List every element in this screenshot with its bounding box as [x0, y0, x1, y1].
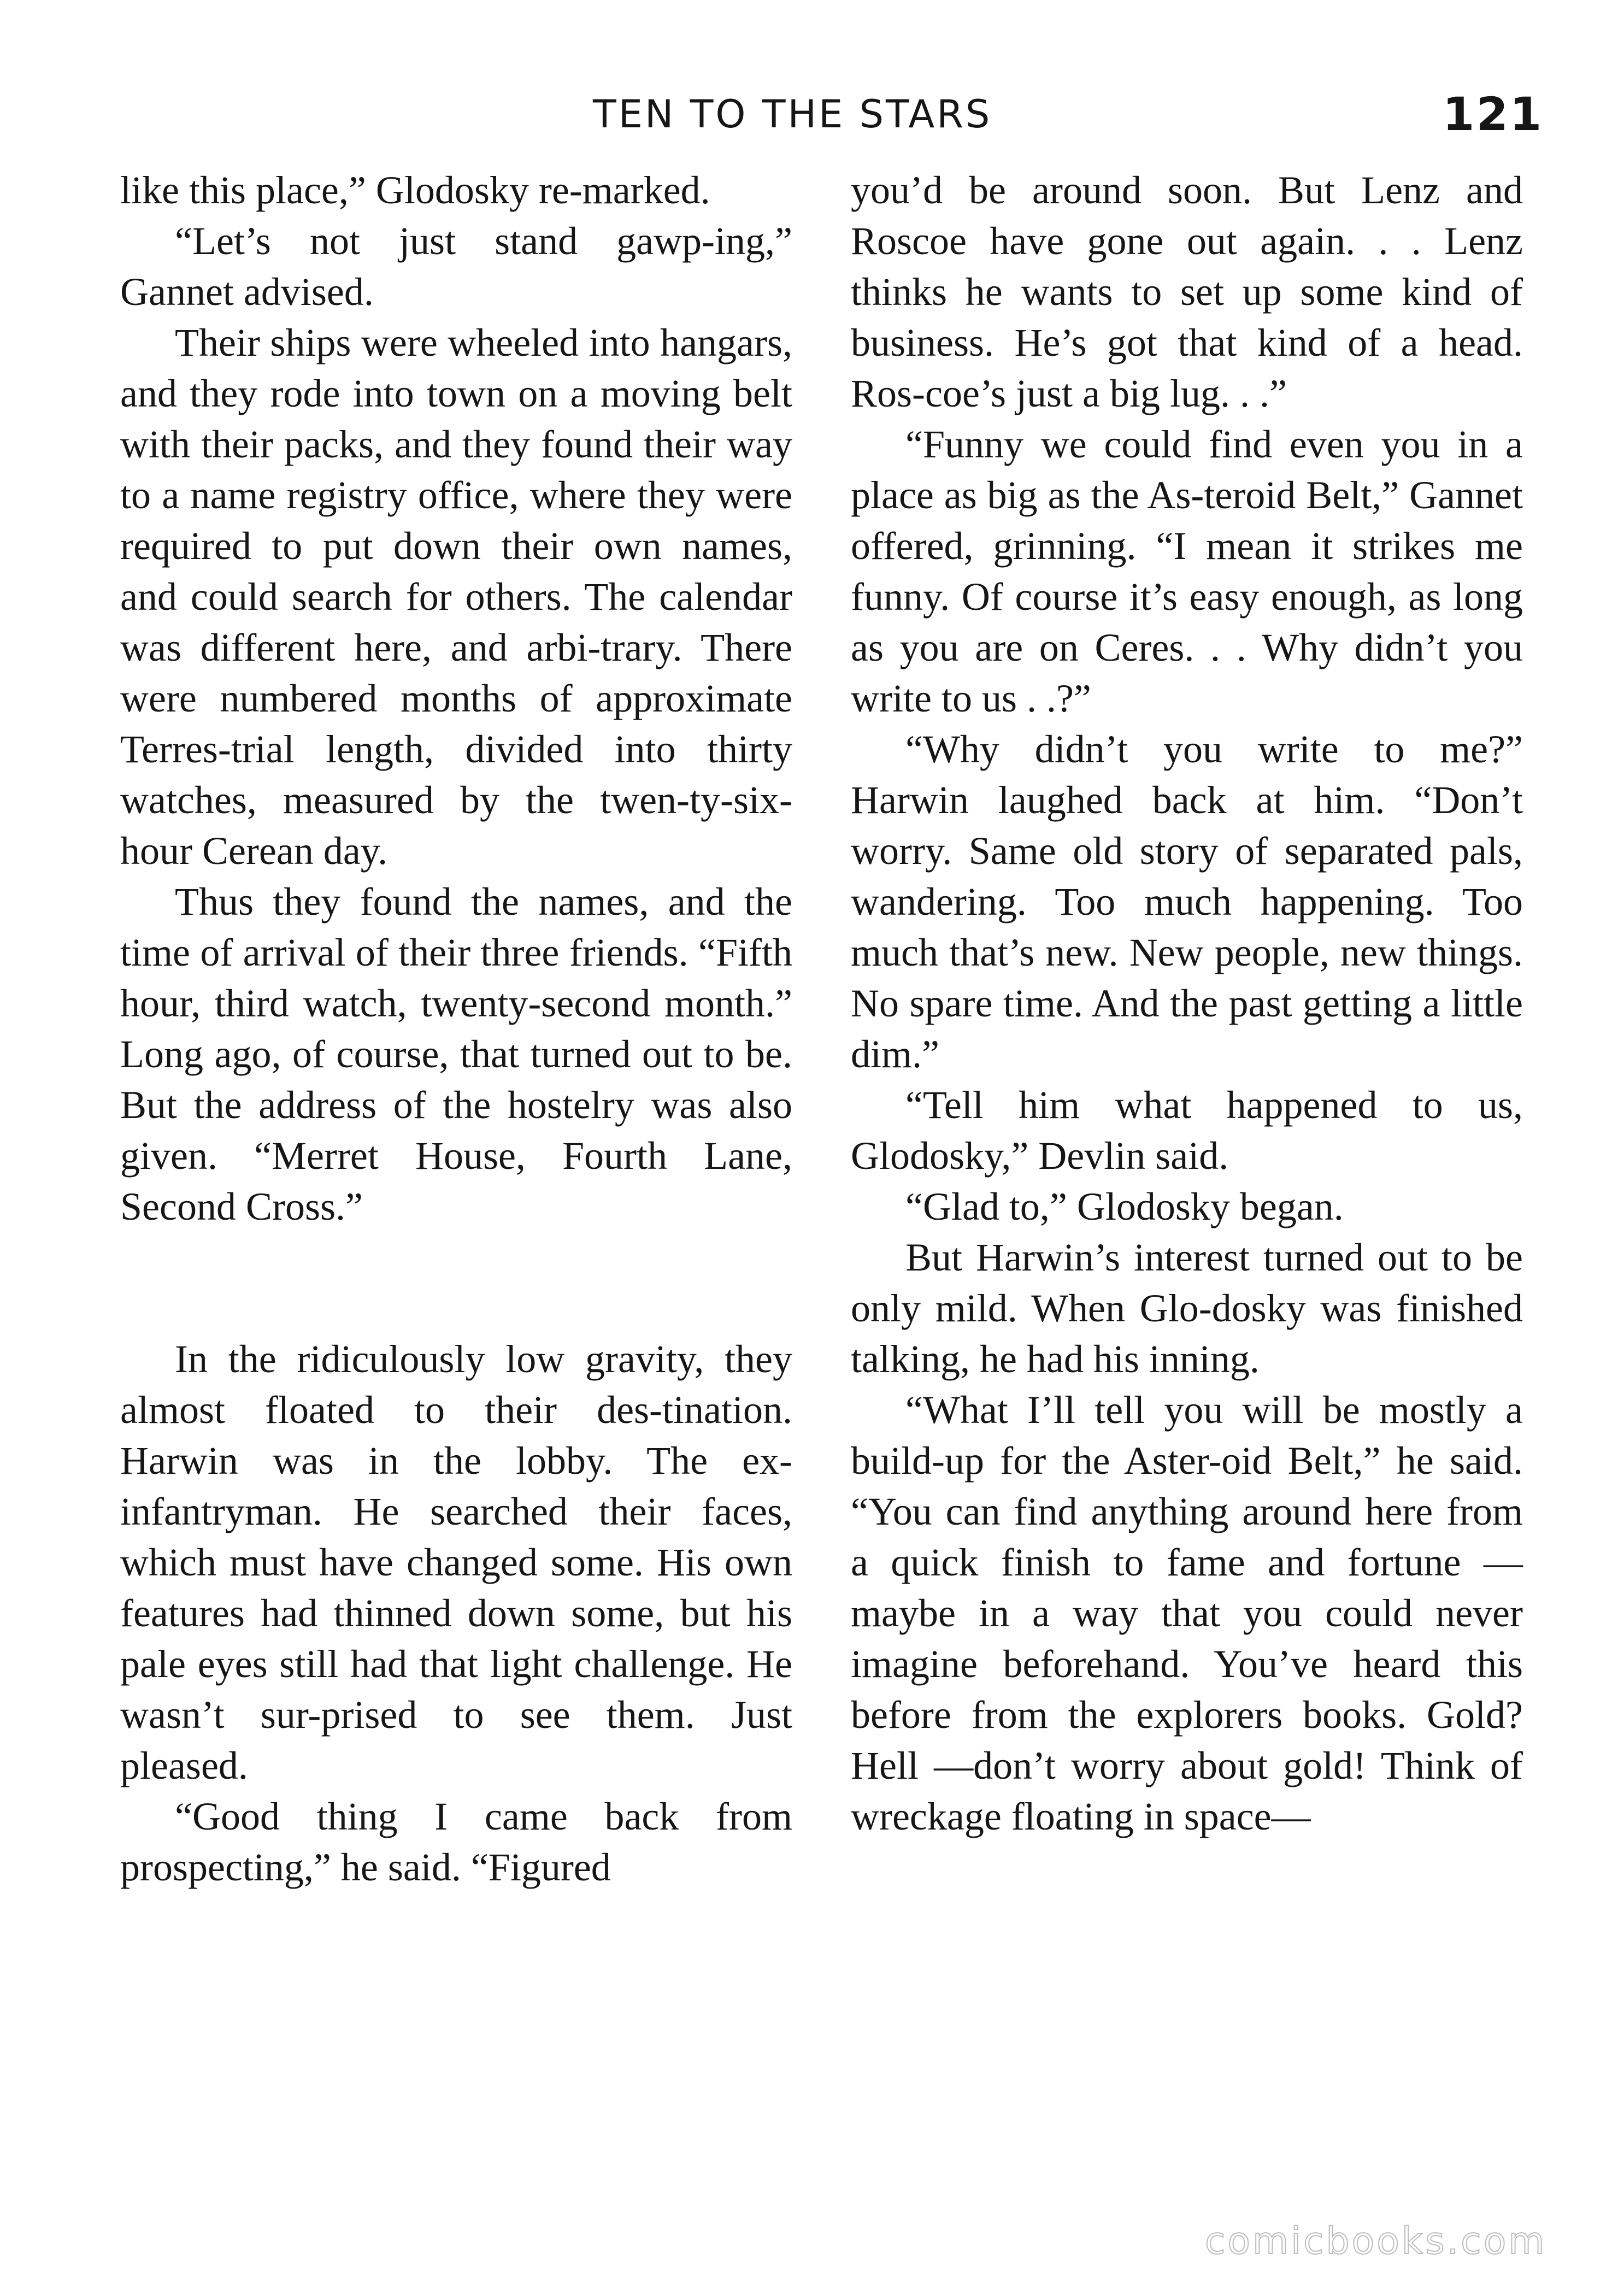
paragraph: “Tell him what happened to us, Glodosky,” Devlin said. — [851, 1083, 1523, 1178]
paragraph: “Good thing I came back from prospecting,” he said. “Figured — [120, 1795, 792, 1889]
right-column — [851, 165, 1523, 1842]
paragraph: like this place,” Glodosky re-marked. — [120, 168, 710, 212]
paragraph: “What I’ll tell you will be mostly a build-up for the Aster-oid Belt,” he said. “You can find anything around here from a quick finish to fame and fortune —maybe in a way that you could never imagine beforehand. You’ve heard this before from the explorers books. Gold? Hell —don’t worry about gold! Think of wreckage floating in space— — [851, 1388, 1523, 1838]
running-head: TEN TO THE STARS — [593, 92, 992, 137]
page-number: 121 — [1443, 87, 1544, 141]
paragraph: In the ridiculously low gravity, they almost floated to their des-tination. Harwin was in the lobby. The ex-infantryman. He searched their faces, which must have changed some. His own features had thinned down some, but his pale eyes still had that light challenge. He wasn’t sur-prised to see them. Just pleased. — [120, 1337, 792, 1787]
paragraph: “Glad to,” Glodosky began. — [905, 1185, 1344, 1228]
paragraph: Their ships were wheeled into hangars, and they rode into town on a moving belt with their packs, and they found their way to a name registry office, where they were required to put down their own names, and could search for others. The calendar was different here, and arbi-trary. There were numbered months of approximate Terres-trial length, divided into thirty watches, measured by the twen-ty-six-hour Cerean day. — [120, 321, 792, 873]
site-watermark: comicbooks.com — [1205, 2220, 1547, 2263]
paragraph: “Let’s not just stand gawp-ing,” Gannet advised. — [120, 219, 792, 314]
paragraph: “Why didn’t you write to me?” Harwin laughed back at him. “Don’t worry. Same old story of separated pals, wandering. Too much happening. Too much that’s new. New people, new things. No spare time. And the past getting a little dim.” — [851, 727, 1523, 1076]
paragraph: But Harwin’s interest turned out to be only mild. When Glo-dosky was finished talking, he had his inning. — [851, 1236, 1523, 1381]
left-column — [120, 165, 792, 1893]
paragraph: Thus they found the names, and the time of arrival of their three friends. “Fifth hour, third watch, twenty-second month.” Long ago, of course, that turned out to be. But the address of the hostelry was also given. “Merret House, Fourth Lane, Second Cross.” — [120, 880, 792, 1228]
paragraph: you’d be around soon. But Lenz and Roscoe have gone out again. . . Lenz thinks he wants to set up some kind of business. He’s got that kind of a head. Ros-coe’s just a big lug. . .” — [851, 168, 1523, 415]
paragraph: “Funny we could find even you in a place as big as the As-teroid Belt,” Gannet offered, grinning. “I mean it strikes me funny. Of course it’s easy enough, as long as you are on Ceres. . . Why didn’t you write to us . .?” — [851, 422, 1523, 720]
